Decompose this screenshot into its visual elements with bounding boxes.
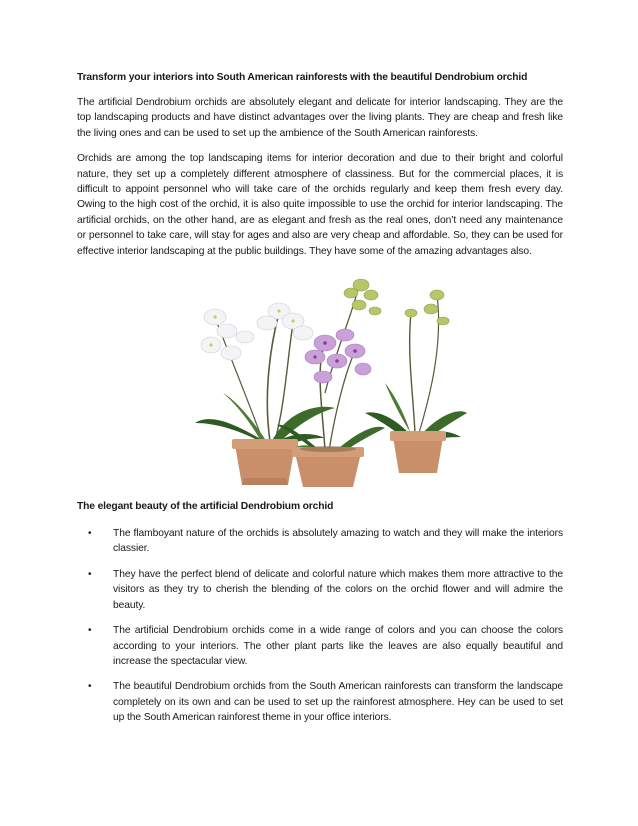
bullet-text: The flamboyant nature of the orchids is absolutely amazing to watch and they will make the interiors classier.: [113, 528, 563, 555]
section-heading: The elegant beauty of the artificial Dendrobium orchid: [77, 501, 334, 513]
right-orchid-plant: [365, 290, 467, 473]
bullet-text: The artificial Dendrobium orchids come in a wide range of colors and you can choose the colors according to your interiors. The other plant parts like the leaves are also equally beautiful and increase the spectacular view.: [113, 625, 563, 667]
bullet-marker: •: [88, 528, 92, 540]
bullet-list: [77, 526, 563, 725]
list-item: [77, 567, 563, 613]
paragraph-intro: The artificial Dendrobium orchids are absolutely elegant and delicate for interior landscaping. They are the top landscaping products and have distinct advantages over the living plants. They are cheap and fresh like the living ones and can be used to set up the ambience of the South American rainforests.: [77, 97, 563, 139]
bullet-text: The beautiful Dendrobium orchids from the South American rainforests can transform the landscape completely on its own and can be used to set up the rainforest atmosphere. Hey can be used to set up the South American rainforest theme in your office interiors.: [113, 681, 563, 724]
list-item: [77, 623, 563, 669]
list-item: [77, 679, 563, 725]
document-content: [77, 70, 563, 736]
bullet-marker: •: [88, 625, 92, 637]
document-title: Transform your interiors into South American rainforests with the beautiful Dendrobium orchid: [77, 72, 528, 83]
bullet-marker: •: [88, 681, 92, 693]
bullet-text: They have the perfect blend of delicate and colorful nature which makes them more attractive to the visitors as they try to cherish the blending of the colors on the orchid flower and will admire the beauty.: [113, 568, 563, 611]
list-item: [77, 526, 563, 557]
orchid-illustration: [175, 273, 467, 487]
bullet-marker: •: [88, 568, 92, 580]
orchid-photo: [77, 273, 563, 487]
paragraph-body: Orchids are among the top landscaping items for interior decoration and due to their bright and colorful nature, they set up a completely different atmosphere of classiness. But for the commercial places, it is difficult to appoint personnel who will take care of the orchids regularly and keep them fresh every day. Owing to the high cost of the orchid, it is also quite impossible to use the orchid for interior landscaping. The artificial orchids, on the other hand, are as elegant and fresh as the real ones, don’t need any maintenance or personnel to take care, will stay for ages and also are very cheap and affordable. So, they can be used for effective interior landscaping at the public buildings. They have some of the amazing advantages also.: [77, 153, 563, 257]
middle-orchid-plant: [277, 279, 385, 487]
